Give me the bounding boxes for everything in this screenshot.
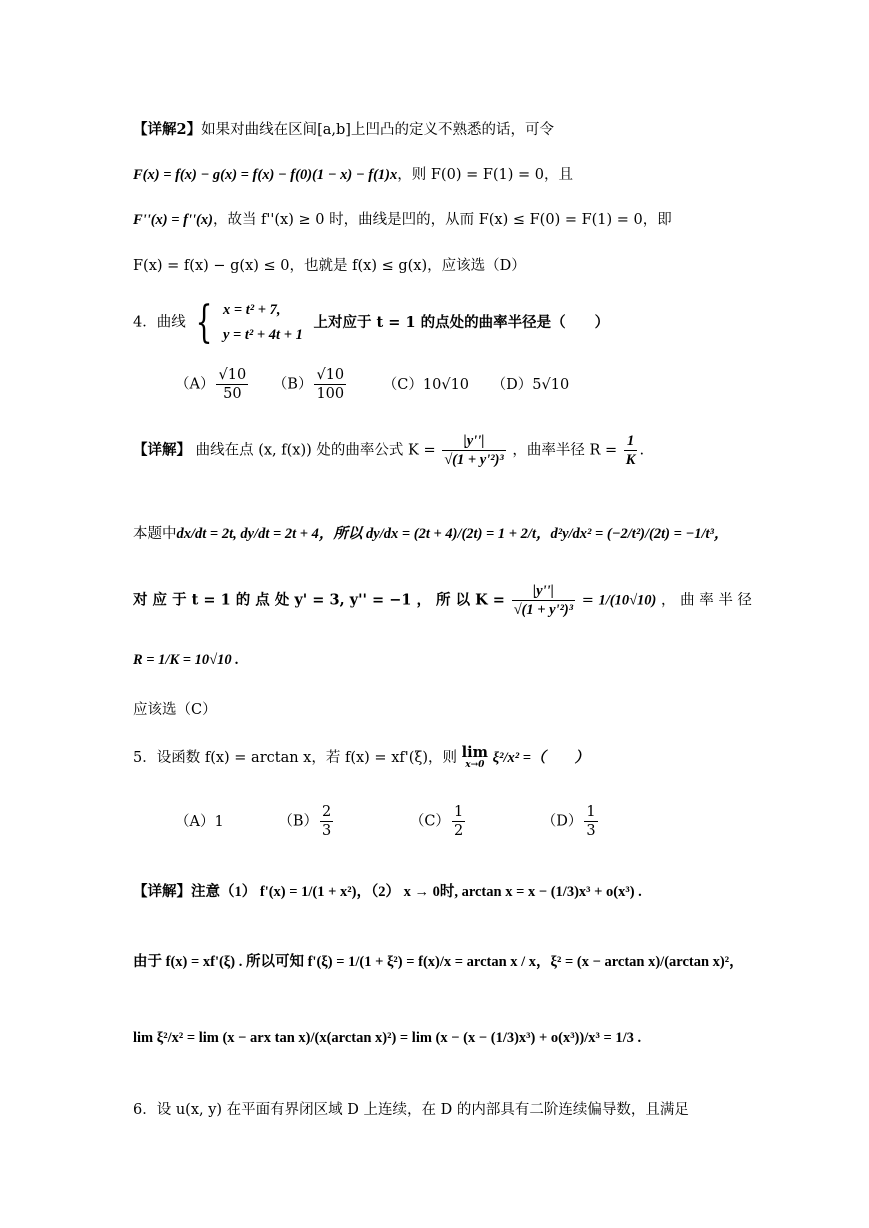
- solution-tag: 【详解2】: [133, 121, 202, 138]
- question-5-choices: [175, 803, 769, 840]
- numerator: √10: [314, 366, 346, 385]
- denominator: 3: [586, 823, 596, 840]
- question-6-text: 6．设 u(x, y) 在平面有界闭区域 D 上连续，在 D 的内部具有二阶连续偏导数，且满足: [133, 1102, 689, 1118]
- denominator: 100: [316, 386, 345, 403]
- at-point-text: 对 应 于 t = 1 的 点 处 y' = 3, y'' = −1 ， 所 以 K =: [133, 591, 505, 609]
- second-derivative-line: [133, 208, 769, 229]
- question-5: [133, 746, 769, 770]
- solution-4-line-4: [133, 652, 769, 669]
- denominator: K: [625, 452, 636, 469]
- left-brace: {: [195, 297, 213, 349]
- choice-b: [278, 803, 335, 840]
- parametric-system: [223, 298, 303, 347]
- conclusion: F(x) = f(x) − g(x) ≤ 0，也就是 f(x) ≤ g(x)，应该选（D）: [133, 258, 526, 274]
- choice-d-fraction: [584, 803, 597, 840]
- radius-fraction: [624, 432, 638, 469]
- numerator: 1: [584, 803, 597, 822]
- curvature-fraction: [442, 432, 506, 469]
- choice-b-label: （B）: [278, 813, 318, 830]
- numerator: 1: [624, 432, 638, 451]
- numerator: √10: [216, 366, 248, 385]
- equation-x: x = t² + 7,: [222, 302, 281, 318]
- derivatives: dx/dt = 2t, dy/dt = 2t + 4，所以 dy/dx = (2t + 4)/(2t) = 1 + 2/t，d²y/dx² = (−2/t²)/(2t) = −1/t³，: [176, 526, 729, 542]
- numerator: 1: [452, 803, 465, 822]
- denominator: √(1 + y'²)³: [444, 452, 504, 469]
- limit-operator: lim x→0: [461, 744, 488, 770]
- radius-result: R = 1/K = 10√10 .: [133, 652, 239, 668]
- radius-label: ， 曲 率 半 径: [661, 592, 752, 609]
- question-4-text: 上对应于 t = 1 的点处的曲率半径是（ ）: [313, 313, 610, 331]
- question-5-text: 5．设函数 f(x) = arctan x，若 f(x) = xf'(ξ)，则: [133, 750, 458, 766]
- numerator: |y''|: [442, 432, 506, 451]
- choice-d-label: （D）: [491, 376, 533, 393]
- solution-4-line-1: 【详解】 曲线在点 (x, f(x)) 处的曲率公式 K = $\frac{|y''|}{\text{√(1 + y'²)³}}$ ，曲率半径 R = $\frac{1}{K}$ .: [133, 433, 645, 469]
- choice-c: [410, 803, 467, 840]
- limit-subscript: x→0: [465, 759, 485, 770]
- choice-a-value: 1: [214, 813, 224, 830]
- denominator: 2: [453, 823, 464, 840]
- question-4-choices: [175, 366, 769, 403]
- choice-b-fraction: [320, 803, 333, 840]
- choice-a-label: （A）: [175, 813, 215, 830]
- solution-4-line-3: 对 应 于 t = 1 的 点 处 y' = 3, y'' = −1 ， 所 以 K = $\frac{|y''|}{\text{√(1 + y'²)³}}$ = 1/(10√10) ， 曲 率 半 径: [133, 583, 752, 619]
- choice-d: [542, 803, 600, 840]
- question-5-limit-expr: ξ²/x² =（ ）: [492, 750, 589, 766]
- curvature-formula-text: 曲线在点 (x, f(x)) 处的曲率公式 K =: [195, 442, 436, 459]
- notes: 注意（1） f'(x) = 1/(1 + x²)，（2） x → 0时, arctan x = x − (1/3)x³ + o(x³) .: [191, 884, 642, 900]
- choice-a: [175, 366, 250, 403]
- equation-y: y = t² + 4t + 1: [222, 326, 303, 343]
- solution-5-line-2: [133, 950, 769, 971]
- f-definition: F(x) = f(x) − g(x) = f(x) − f(0)(1 − x) − f(1)x: [133, 167, 398, 183]
- numerator: |y''|: [512, 582, 576, 601]
- f-definition-line: [133, 163, 769, 184]
- denominator: 50: [223, 386, 242, 403]
- choice-d-label: （D）: [541, 813, 583, 830]
- radius-text: ，曲率半径 R =: [512, 442, 618, 459]
- concave-text: ，故当 f''(x) ≥ 0 时，曲线是凹的，从而 F(x) ≤ F(0) = F(1) = 0，即: [212, 212, 672, 228]
- numerator: 2: [320, 803, 333, 822]
- solution-5-line-1: [133, 880, 769, 901]
- denominator: 3: [321, 823, 332, 840]
- choice-b-label: （B）: [272, 376, 313, 393]
- k-fraction: [512, 582, 576, 619]
- choice-b-fraction: [314, 366, 346, 403]
- choice-c-value: 10√10: [422, 376, 470, 393]
- question-4: [133, 298, 769, 347]
- solution-2-intro: [133, 118, 769, 139]
- intro-text: 如果对曲线在区间[a,b]上凹凸的定义不熟悉的话，可令: [201, 122, 554, 138]
- answer-text: 应该选（C）: [133, 702, 217, 718]
- choice-a-label: （A）: [175, 376, 215, 393]
- solution-5-line-3: [133, 1030, 769, 1047]
- solution-4-line-2: [133, 522, 769, 543]
- then-text: ，则 F(0) = F(1) = 0，且: [397, 167, 574, 183]
- choice-b: [273, 366, 348, 403]
- choice-d: [492, 373, 570, 394]
- choice-c-fraction: [452, 803, 465, 840]
- choice-c-label: （C）: [382, 376, 423, 393]
- denominator: √(1 + y'²)³: [513, 602, 574, 619]
- limit-computation: lim ξ²/x² = lim (x − arx tan x)/(x(arctan x)²) = lim (x − (x − (1/3)x³) + o(x³))/x³ = 1/3 .: [133, 1030, 642, 1046]
- choice-c-label: （C）: [409, 813, 450, 830]
- choice-c: [383, 373, 469, 394]
- conclusion-line: [133, 254, 769, 275]
- solution-tag: 【详解】: [133, 441, 191, 459]
- solution-tag: 【详解】: [133, 883, 191, 900]
- choice-a-fraction: [216, 366, 248, 403]
- derivation: 由于 f(x) = xf'(ξ) . 所以可知 f'(ξ) = 1/(1 + ξ²) = f(x)/x = arctan x / x，ξ² = (x − arctan x)/(arctan x)²，: [133, 954, 744, 970]
- choice-a: [175, 810, 224, 831]
- question-6: [133, 1098, 769, 1119]
- derivative-prefix: 本题中: [133, 526, 177, 542]
- question-4-label: 4．曲线: [133, 314, 186, 331]
- k-value: 1/(10√10): [598, 592, 657, 609]
- solution-4-answer: [133, 698, 769, 719]
- choice-d-value: 5√10: [532, 376, 570, 393]
- second-derivative: F''(x) = f''(x): [133, 212, 213, 228]
